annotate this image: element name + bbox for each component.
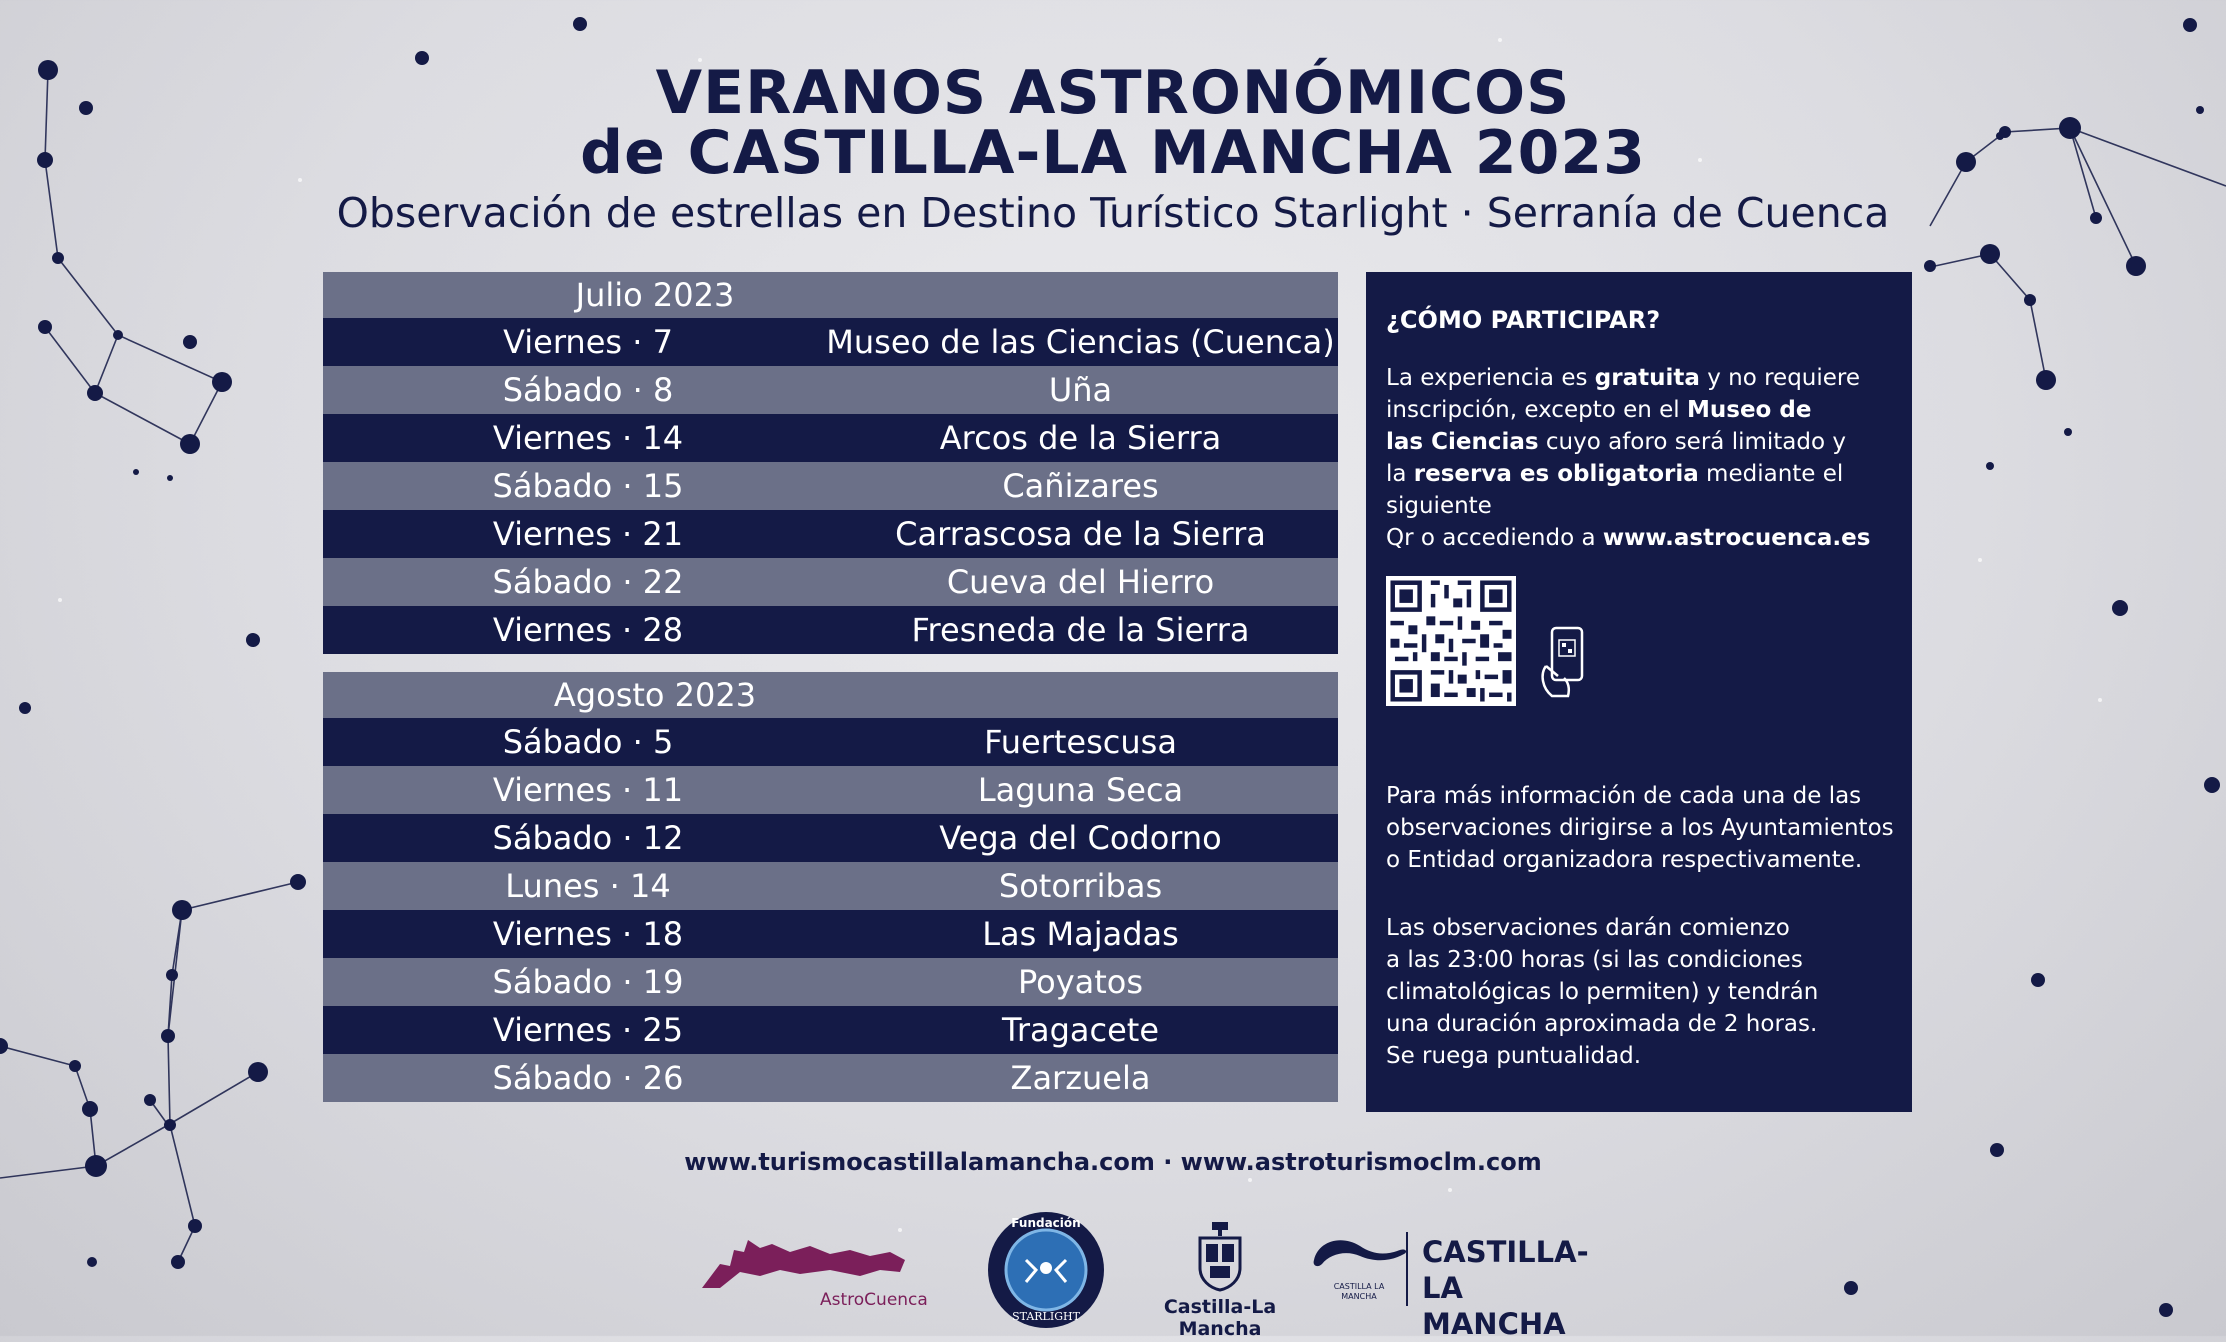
start-time-text: [1386, 912, 1902, 1072]
info-line: Las observaciones darán comienzo: [1386, 915, 1790, 941]
brand-mark-icon: [1310, 1226, 1410, 1286]
schedule-row: [323, 766, 1338, 814]
schedule-place: Tragacete: [1001, 1011, 1160, 1049]
schedule-row: [323, 1054, 1338, 1102]
info-line: [1386, 394, 1892, 426]
schedule-place: Sotorribas: [998, 867, 1163, 905]
smartphone-scan-icon: [1538, 626, 1590, 700]
page-subtitle: Observación de estrellas en Destino Turístico Starlight · Serranía de Cuenca: [336, 189, 1890, 237]
info-text: la: [1386, 461, 1414, 487]
schedule-day: Viernes · 21: [492, 515, 684, 553]
schedule-day: Sábado · 26: [492, 1059, 684, 1097]
info-bold-text: las Ciencias: [1386, 429, 1539, 455]
info-line: a las 23:00 horas (si las condiciones: [1386, 947, 1803, 973]
schedule-place: Vega del Codorno: [939, 819, 1222, 857]
schedule-place: Uña: [1048, 371, 1113, 409]
schedule-place: Cueva del Hierro: [946, 563, 1215, 601]
starlight-logo: [986, 1210, 1106, 1330]
info-bold-text: gratuita: [1594, 365, 1700, 391]
schedule-row: [323, 1006, 1338, 1054]
info-line: [1386, 426, 1892, 458]
month-heading-august: [323, 672, 1338, 718]
schedule-place: Fuertescusa: [984, 723, 1177, 761]
info-heading: ¿CÓMO PARTICIPAR?: [1386, 306, 1661, 334]
info-bold-text: Museo de: [1687, 397, 1812, 423]
info-text: mediante el siguiente: [1386, 461, 1844, 519]
schedule-place: Fresneda de la Sierra: [911, 611, 1250, 649]
qr-code[interactable]: [1386, 576, 1516, 706]
more-info-text: [1386, 780, 1902, 876]
website-link[interactable]: www.astrocuenca.es: [1602, 525, 1871, 551]
schedule-day: Lunes · 14: [505, 867, 671, 905]
astrocuenca-label: AstroCuenca: [820, 1290, 928, 1310]
schedule-day: Viernes · 28: [492, 611, 684, 649]
schedule-day: Sábado · 5: [502, 723, 674, 761]
schedule-row: [323, 366, 1338, 414]
participation-info-panel: [1366, 272, 1912, 1112]
schedule-row: [323, 910, 1338, 958]
info-line: una duración aproximada de 2 horas.: [1386, 1011, 1818, 1037]
info-text: cuyo aforo será limitado y: [1538, 429, 1846, 455]
schedule-place: Cañizares: [1002, 467, 1159, 505]
schedule-day: Sábado · 8: [502, 371, 674, 409]
info-line: o Entidad organizadora respectivamente.: [1386, 847, 1863, 873]
schedule-day: Sábado · 15: [492, 467, 684, 505]
schedule-day: Viernes · 25: [492, 1011, 684, 1049]
schedule-row: [323, 414, 1338, 462]
astrocuenca-logo: [700, 1230, 928, 1310]
schedule-place: Arcos de la Sierra: [939, 419, 1222, 457]
jccm-logo: [1140, 1222, 1300, 1340]
schedule-place: Carrascosa de la Sierra: [895, 515, 1266, 553]
info-line: observaciones dirigirse a los Ayuntamientos: [1386, 815, 1894, 841]
schedule-place: Museo de las Ciencias (Cuenca): [826, 323, 1335, 361]
info-line: [1386, 458, 1892, 522]
footer-links[interactable]: www.turismocastillalamancha.com · www.astroturismoclm.com: [684, 1148, 1542, 1176]
schedule-day: Viernes · 18: [492, 915, 684, 953]
schedule-place: Poyatos: [1017, 963, 1144, 1001]
july-schedule: [323, 272, 1338, 654]
jccm-label: Castilla-La Mancha: [1163, 1296, 1277, 1340]
info-text: inscripción, excepto en el: [1386, 397, 1687, 423]
info-bold-text: reserva es obligatoria: [1413, 461, 1699, 487]
month-heading-july: [323, 272, 1338, 318]
schedule-row: [323, 718, 1338, 766]
brand-line2: LA MANCHA: [1422, 1271, 1566, 1341]
schedule-day: Sábado · 19: [492, 963, 684, 1001]
info-text: Qr o accediendo a: [1386, 525, 1603, 551]
info-line: climatológicas lo permiten) y tendrán: [1386, 979, 1819, 1005]
schedule-day: Viernes · 7: [503, 323, 673, 361]
qr-section: [1386, 576, 1892, 706]
august-schedule: [323, 672, 1338, 1102]
info-line: [1386, 522, 1892, 554]
schedule-row: [323, 814, 1338, 862]
schedule-day: Sábado · 12: [492, 819, 684, 857]
schedule-day: Viernes · 14: [492, 419, 684, 457]
schedule-row: [323, 510, 1338, 558]
schedule-day: Sábado · 22: [492, 563, 684, 601]
info-text: y no requiere: [1699, 365, 1861, 391]
starlight-bottom-label: STARLIGHT: [1012, 1310, 1080, 1323]
schedule-place: Zarzuela: [1010, 1059, 1151, 1097]
page-title-line2: de CASTILLA-LA MANCHA 2023: [580, 118, 1646, 188]
castle-silhouette-icon: [700, 1230, 910, 1290]
info-text: La experiencia es: [1386, 365, 1595, 391]
schedule-place: Las Majadas: [982, 915, 1179, 953]
castilla-la-mancha-brand-logo: [1310, 1220, 1600, 1341]
info-line: Se ruega puntualidad.: [1386, 1043, 1642, 1069]
schedule-place: Laguna Seca: [977, 771, 1184, 809]
schedule-row: [323, 558, 1338, 606]
starlight-top-label: Fundación: [1011, 1216, 1081, 1230]
schedule-row: [323, 862, 1338, 910]
page-title-line1: VERANOS ASTRONÓMICOS: [655, 58, 1571, 128]
month-heading-label: Agosto 2023: [553, 676, 757, 714]
info-line: Para más información de cada una de las: [1386, 783, 1862, 809]
schedule-day: Viernes · 11: [492, 771, 684, 809]
schedule-row: [323, 958, 1338, 1006]
brand-small-label: CASTILLA LA MANCHA: [1333, 1282, 1385, 1301]
brand-line1: CASTILLA-: [1422, 1235, 1589, 1269]
info-line: [1386, 362, 1892, 394]
month-heading-label: Julio 2023: [575, 276, 735, 314]
schedule-row: [323, 318, 1338, 366]
coat-of-arms-icon: [1190, 1222, 1250, 1292]
schedule-row: [323, 606, 1338, 654]
schedule-row: [323, 462, 1338, 510]
brand-divider: [1406, 1232, 1408, 1306]
